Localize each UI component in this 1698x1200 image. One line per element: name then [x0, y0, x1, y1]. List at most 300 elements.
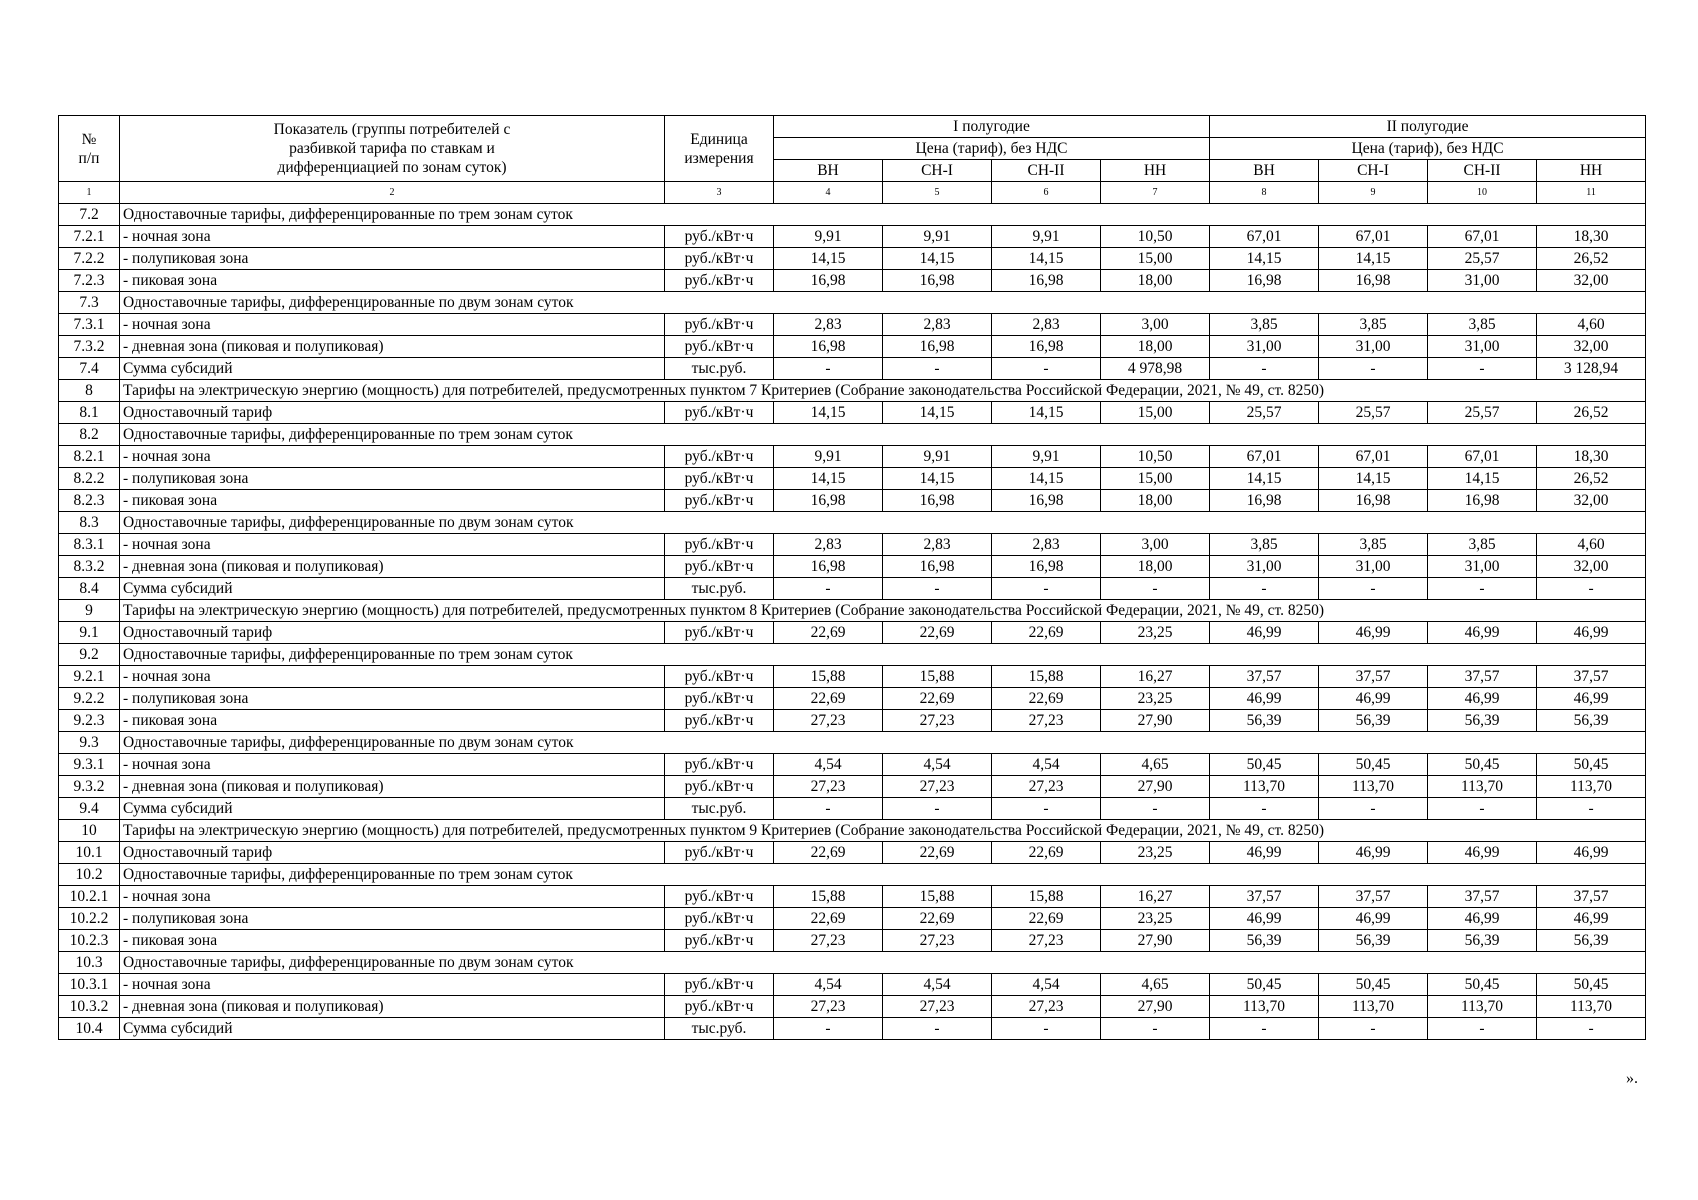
- tariff-value: 50,45: [1428, 754, 1537, 776]
- table-row: [59, 556, 1646, 578]
- tariff-value: 46,99: [1428, 688, 1537, 710]
- tariff-value: 3,85: [1428, 534, 1537, 556]
- row-number: 9.3: [59, 732, 120, 754]
- tariff-value: -: [992, 1018, 1101, 1040]
- row-number: 10.3.1: [59, 974, 120, 996]
- group-title: Одноставочные тарифы, дифференцированные по двум зонам суток: [120, 732, 1646, 754]
- tariff-value: -: [774, 578, 883, 600]
- tariff-value: 37,57: [1210, 886, 1319, 908]
- tariff-value: 113,70: [1319, 776, 1428, 798]
- tariff-value: 113,70: [1428, 996, 1537, 1018]
- tariff-value: 14,15: [883, 468, 992, 490]
- tariff-value: -: [774, 1018, 883, 1040]
- tariff-value: 22,69: [774, 842, 883, 864]
- tariff-value: 15,88: [774, 886, 883, 908]
- row-unit: руб./кВт·ч: [665, 930, 774, 952]
- tariff-value: -: [1210, 798, 1319, 820]
- tariff-value: 16,27: [1101, 886, 1210, 908]
- tariff-value: 14,15: [1210, 248, 1319, 270]
- table-row: [59, 776, 1646, 798]
- row-label: Одноставочный тариф: [120, 402, 665, 424]
- table-row: [59, 886, 1646, 908]
- tariff-value: 16,98: [774, 270, 883, 292]
- tariff-value: 15,00: [1101, 402, 1210, 424]
- tariff-value: 56,39: [1537, 930, 1646, 952]
- tariff-value: 3,85: [1428, 314, 1537, 336]
- row-number: 7.3: [59, 292, 120, 314]
- header-level: ВН: [1210, 160, 1319, 182]
- tariff-value: 113,70: [1537, 776, 1646, 798]
- tariff-value: 15,88: [883, 886, 992, 908]
- column-number: 10: [1428, 182, 1537, 204]
- tariff-value: -: [1319, 1018, 1428, 1040]
- tariff-value: 23,25: [1101, 842, 1210, 864]
- tariff-value: 113,70: [1537, 996, 1646, 1018]
- tariff-value: 16,98: [883, 270, 992, 292]
- tariff-value: 31,00: [1319, 556, 1428, 578]
- header-level: СН-II: [1428, 160, 1537, 182]
- tariff-value: 46,99: [1428, 622, 1537, 644]
- table-row: [59, 314, 1646, 336]
- tariff-value: 37,57: [1537, 886, 1646, 908]
- tariff-value: 67,01: [1210, 226, 1319, 248]
- tariff-value: 31,00: [1428, 270, 1537, 292]
- tariff-value: 50,45: [1210, 974, 1319, 996]
- table-row: [59, 270, 1646, 292]
- tariff-value: 27,23: [992, 996, 1101, 1018]
- tariff-value: 25,57: [1428, 402, 1537, 424]
- tariff-value: 4,65: [1101, 754, 1210, 776]
- row-number: 8.1: [59, 402, 120, 424]
- table-row: [59, 688, 1646, 710]
- tariff-value: 113,70: [1210, 776, 1319, 798]
- table-row: [59, 996, 1646, 1018]
- table-row: [59, 974, 1646, 996]
- tariff-value: -: [1210, 358, 1319, 380]
- row-number: 9: [59, 600, 120, 622]
- row-label: Сумма субсидий: [120, 798, 665, 820]
- tariff-value: -: [1537, 578, 1646, 600]
- tariff-value: 50,45: [1428, 974, 1537, 996]
- tariff-value: -: [883, 798, 992, 820]
- tariff-value: 15,88: [883, 666, 992, 688]
- tariff-value: 9,91: [992, 226, 1101, 248]
- table-row: [59, 710, 1646, 732]
- tariff-value: 22,69: [992, 908, 1101, 930]
- table-row: [59, 402, 1646, 424]
- row-label: - полупиковая зона: [120, 908, 665, 930]
- tariff-value: 14,15: [992, 402, 1101, 424]
- row-unit: руб./кВт·ч: [665, 556, 774, 578]
- column-number: 7: [1101, 182, 1210, 204]
- group-row: [59, 424, 1646, 446]
- section-title: Тарифы на электрическую энергию (мощность) для потребителей, предусмотренных пунктом 8 Критериев (Собрание законодательства Российской Федерации, 2021, № 49, ст. 8250): [120, 600, 1646, 622]
- tariff-value: 18,00: [1101, 336, 1210, 358]
- tariff-value: 4,54: [992, 974, 1101, 996]
- header-unit: Единица измерения: [665, 116, 774, 182]
- row-unit: тыс.руб.: [665, 578, 774, 600]
- row-number: 10.2.3: [59, 930, 120, 952]
- tariff-value: 4,54: [883, 974, 992, 996]
- tariff-value: 50,45: [1210, 754, 1319, 776]
- tariff-value: 2,83: [992, 534, 1101, 556]
- header-level: СН-I: [883, 160, 992, 182]
- row-unit: руб./кВт·ч: [665, 622, 774, 644]
- tariff-value: 113,70: [1319, 996, 1428, 1018]
- row-label: - пиковая зона: [120, 270, 665, 292]
- row-number: 7.2.3: [59, 270, 120, 292]
- group-row: [59, 204, 1646, 226]
- tariff-value: -: [1428, 798, 1537, 820]
- row-label: - пиковая зона: [120, 930, 665, 952]
- tariff-value: 31,00: [1428, 556, 1537, 578]
- row-number: 10.4: [59, 1018, 120, 1040]
- column-number: 2: [120, 182, 665, 204]
- tariff-value: 31,00: [1210, 556, 1319, 578]
- tariff-value: -: [1101, 578, 1210, 600]
- tariff-value: 31,00: [1210, 336, 1319, 358]
- tariff-value: -: [1210, 1018, 1319, 1040]
- row-label: - ночная зона: [120, 446, 665, 468]
- tariff-value: 46,99: [1537, 842, 1646, 864]
- tariff-value: 16,98: [774, 490, 883, 512]
- table-row: [59, 1018, 1646, 1040]
- tariff-value: 9,91: [883, 226, 992, 248]
- row-number: 9.2.1: [59, 666, 120, 688]
- group-title: Одноставочные тарифы, дифференцированные по трем зонам суток: [120, 864, 1646, 886]
- tariff-value: 46,99: [1537, 908, 1646, 930]
- tariff-value: 16,98: [774, 336, 883, 358]
- tariff-value: 16,98: [992, 490, 1101, 512]
- tariff-value: 37,57: [1428, 666, 1537, 688]
- tariff-value: 27,23: [992, 930, 1101, 952]
- row-unit: руб./кВт·ч: [665, 270, 774, 292]
- tariff-value: 25,57: [1319, 402, 1428, 424]
- tariff-value: 32,00: [1537, 336, 1646, 358]
- tariff-value: 4 978,98: [1101, 358, 1210, 380]
- row-unit: руб./кВт·ч: [665, 402, 774, 424]
- row-unit: руб./кВт·ч: [665, 490, 774, 512]
- row-number: 9.4: [59, 798, 120, 820]
- row-label: - ночная зона: [120, 754, 665, 776]
- tariff-value: 9,91: [992, 446, 1101, 468]
- tariff-value: 3,00: [1101, 534, 1210, 556]
- row-number: 10: [59, 820, 120, 842]
- row-number: 8: [59, 380, 120, 402]
- row-number: 10.2.2: [59, 908, 120, 930]
- tariff-value: 14,15: [1210, 468, 1319, 490]
- header-num: № п/п: [59, 116, 120, 182]
- tariff-value: 14,15: [774, 402, 883, 424]
- tariff-value: 16,98: [1319, 270, 1428, 292]
- table-row: [59, 248, 1646, 270]
- row-label: - дневная зона (пиковая и полупиковая): [120, 996, 665, 1018]
- group-row: [59, 952, 1646, 974]
- tariff-value: 25,57: [1428, 248, 1537, 270]
- tariff-value: 27,23: [992, 710, 1101, 732]
- table-row: [59, 534, 1646, 556]
- tariff-value: 16,98: [992, 270, 1101, 292]
- row-unit: руб./кВт·ч: [665, 336, 774, 358]
- row-number: 7.2: [59, 204, 120, 226]
- tariff-value: 14,15: [883, 402, 992, 424]
- tariff-value: 4,54: [774, 974, 883, 996]
- tariff-value: 14,15: [883, 248, 992, 270]
- group-row: [59, 512, 1646, 534]
- tariff-value: 2,83: [883, 314, 992, 336]
- table-row: [59, 358, 1646, 380]
- group-row: [59, 732, 1646, 754]
- header-indicator: Показатель (группы потребителей с разбивкой тарифа по ставкам и дифференциацией по зонам суток): [120, 116, 665, 182]
- tariff-value: -: [1319, 578, 1428, 600]
- tariff-value: 4,54: [992, 754, 1101, 776]
- tariff-value: 23,25: [1101, 622, 1210, 644]
- row-unit: руб./кВт·ч: [665, 710, 774, 732]
- row-label: - ночная зона: [120, 666, 665, 688]
- row-label: Одноставочный тариф: [120, 622, 665, 644]
- tariff-value: -: [1428, 578, 1537, 600]
- row-label: - ночная зона: [120, 886, 665, 908]
- column-number: 8: [1210, 182, 1319, 204]
- tariff-value: 26,52: [1537, 468, 1646, 490]
- tariff-value: 46,99: [1319, 622, 1428, 644]
- table-row: [59, 622, 1646, 644]
- tariff-value: 18,30: [1537, 226, 1646, 248]
- row-label: Одноставочный тариф: [120, 842, 665, 864]
- row-unit: руб./кВт·ч: [665, 842, 774, 864]
- row-number: 9.2.2: [59, 688, 120, 710]
- section-title: Тарифы на электрическую энергию (мощность) для потребителей, предусмотренных пунктом 9 Критериев (Собрание законодательства Российской Федерации, 2021, № 49, ст. 8250): [120, 820, 1646, 842]
- tariff-value: 50,45: [1319, 754, 1428, 776]
- row-number: 9.3.2: [59, 776, 120, 798]
- row-label: - ночная зона: [120, 534, 665, 556]
- table-row: [59, 468, 1646, 490]
- tariff-value: 46,99: [1210, 842, 1319, 864]
- header-level: СН-II: [992, 160, 1101, 182]
- tariff-value: 14,15: [992, 248, 1101, 270]
- tariff-value: 16,98: [883, 556, 992, 578]
- tariff-value: 46,99: [1428, 842, 1537, 864]
- row-unit: руб./кВт·ч: [665, 314, 774, 336]
- tariff-value: 18,00: [1101, 270, 1210, 292]
- group-title: Одноставочные тарифы, дифференцированные по двум зонам суток: [120, 292, 1646, 314]
- tariff-value: 22,69: [883, 908, 992, 930]
- table-row: [59, 908, 1646, 930]
- table-header: [59, 116, 1646, 204]
- tariff-value: 10,50: [1101, 226, 1210, 248]
- row-label: Сумма субсидий: [120, 358, 665, 380]
- header-price-half2: Цена (тариф), без НДС: [1210, 138, 1646, 160]
- tariff-value: -: [774, 358, 883, 380]
- closing-mark: ».: [1626, 1070, 1638, 1087]
- table-body: [59, 204, 1646, 1040]
- tariff-value: 18,00: [1101, 490, 1210, 512]
- tariff-value: 14,15: [1428, 468, 1537, 490]
- tariff-value: 10,50: [1101, 446, 1210, 468]
- tariff-value: 23,25: [1101, 908, 1210, 930]
- tariff-value: 26,52: [1537, 248, 1646, 270]
- tariff-value: 16,98: [883, 490, 992, 512]
- tariff-value: 46,99: [1537, 622, 1646, 644]
- tariff-value: 2,83: [774, 314, 883, 336]
- tariff-value: 56,39: [1319, 710, 1428, 732]
- tariff-value: 46,99: [1319, 688, 1428, 710]
- header-half1: I полугодие: [774, 116, 1210, 138]
- tariff-value: 37,57: [1428, 886, 1537, 908]
- tariff-value: 46,99: [1319, 842, 1428, 864]
- tariff-value: 16,98: [1319, 490, 1428, 512]
- tariff-value: 27,90: [1101, 776, 1210, 798]
- tariff-value: 50,45: [1319, 974, 1428, 996]
- tariff-value: 56,39: [1428, 930, 1537, 952]
- row-number: 8.3.1: [59, 534, 120, 556]
- row-unit: тыс.руб.: [665, 798, 774, 820]
- tariff-value: 37,57: [1319, 666, 1428, 688]
- tariff-value: 14,15: [992, 468, 1101, 490]
- tariff-value: 14,15: [1319, 248, 1428, 270]
- tariff-value: 3,00: [1101, 314, 1210, 336]
- tariff-value: 113,70: [1210, 996, 1319, 1018]
- row-number: 9.1: [59, 622, 120, 644]
- row-label: - дневная зона (пиковая и полупиковая): [120, 556, 665, 578]
- tariff-value: -: [1101, 798, 1210, 820]
- tariff-value: 23,25: [1101, 688, 1210, 710]
- tariff-value: 16,98: [992, 556, 1101, 578]
- row-unit: руб./кВт·ч: [665, 446, 774, 468]
- group-title: Одноставочные тарифы, дифференцированные по двум зонам суток: [120, 952, 1646, 974]
- tariff-value: -: [883, 358, 992, 380]
- tariff-value: 22,69: [992, 842, 1101, 864]
- tariff-value: 16,98: [992, 336, 1101, 358]
- row-unit: руб./кВт·ч: [665, 754, 774, 776]
- tariff-value: 2,83: [992, 314, 1101, 336]
- header-level: НН: [1537, 160, 1646, 182]
- tariff-value: 15,88: [992, 886, 1101, 908]
- tariff-value: 16,98: [1428, 490, 1537, 512]
- tariff-value: 16,98: [1210, 490, 1319, 512]
- tariff-value: -: [1210, 578, 1319, 600]
- row-label: - пиковая зона: [120, 710, 665, 732]
- tariff-value: -: [992, 358, 1101, 380]
- tariff-value: 27,23: [774, 996, 883, 1018]
- tariff-value: 46,99: [1210, 622, 1319, 644]
- tariff-value: 4,60: [1537, 314, 1646, 336]
- row-unit: руб./кВт·ч: [665, 666, 774, 688]
- tariff-value: 46,99: [1537, 688, 1646, 710]
- table-row: [59, 446, 1646, 468]
- tariff-value: 2,83: [774, 534, 883, 556]
- tariff-value: -: [1428, 1018, 1537, 1040]
- table-row: [59, 336, 1646, 358]
- tariff-value: 16,27: [1101, 666, 1210, 688]
- row-number: 7.4: [59, 358, 120, 380]
- tariff-value: 32,00: [1537, 490, 1646, 512]
- tariff-value: 27,23: [883, 776, 992, 798]
- tariff-value: 27,23: [883, 930, 992, 952]
- row-number: 8.2: [59, 424, 120, 446]
- row-label: - ночная зона: [120, 226, 665, 248]
- tariff-value: -: [883, 578, 992, 600]
- section-row: [59, 380, 1646, 402]
- row-number: 10.3: [59, 952, 120, 974]
- tariff-value: 15,88: [774, 666, 883, 688]
- tariff-value: 22,69: [883, 688, 992, 710]
- tariff-value: -: [1537, 1018, 1646, 1040]
- row-number: 8.3.2: [59, 556, 120, 578]
- tariff-value: 50,45: [1537, 754, 1646, 776]
- tariff-value: 15,88: [992, 666, 1101, 688]
- tariff-value: 18,00: [1101, 556, 1210, 578]
- group-title: Одноставочные тарифы, дифференцированные по трем зонам суток: [120, 204, 1646, 226]
- row-number: 8.2.2: [59, 468, 120, 490]
- row-label: - полупиковая зона: [120, 468, 665, 490]
- tariff-value: 27,23: [774, 930, 883, 952]
- group-row: [59, 292, 1646, 314]
- tariff-value: 50,45: [1537, 974, 1646, 996]
- column-number: 5: [883, 182, 992, 204]
- column-number: 9: [1319, 182, 1428, 204]
- row-label: - полупиковая зона: [120, 688, 665, 710]
- tariff-value: 46,99: [1319, 908, 1428, 930]
- row-number: 7.2.1: [59, 226, 120, 248]
- tariff-value: 14,15: [774, 468, 883, 490]
- table-row: [59, 666, 1646, 688]
- tariff-value: 9,91: [774, 226, 883, 248]
- tariff-value: 27,90: [1101, 930, 1210, 952]
- header-level: СН-I: [1319, 160, 1428, 182]
- row-label: Сумма субсидий: [120, 578, 665, 600]
- row-unit: руб./кВт·ч: [665, 974, 774, 996]
- section-row: [59, 600, 1646, 622]
- tariff-value: 56,39: [1428, 710, 1537, 732]
- group-row: [59, 864, 1646, 886]
- column-number: 4: [774, 182, 883, 204]
- row-label: Сумма субсидий: [120, 1018, 665, 1040]
- tariff-value: -: [992, 578, 1101, 600]
- tariff-value: 56,39: [1210, 930, 1319, 952]
- tariff-value: -: [774, 798, 883, 820]
- row-unit: руб./кВт·ч: [665, 688, 774, 710]
- tariff-value: 67,01: [1428, 226, 1537, 248]
- tariff-value: 22,69: [883, 622, 992, 644]
- tariff-value: 31,00: [1428, 336, 1537, 358]
- header-price-half1: Цена (тариф), без НДС: [774, 138, 1210, 160]
- tariff-value: 26,52: [1537, 402, 1646, 424]
- tariff-value: 67,01: [1319, 446, 1428, 468]
- tariff-table: [58, 115, 1646, 1040]
- tariff-value: 56,39: [1537, 710, 1646, 732]
- tariff-value: -: [1319, 798, 1428, 820]
- tariff-value: -: [992, 798, 1101, 820]
- row-number: 10.1: [59, 842, 120, 864]
- row-unit: руб./кВт·ч: [665, 468, 774, 490]
- row-number: 8.2.3: [59, 490, 120, 512]
- row-label: - ночная зона: [120, 314, 665, 336]
- row-unit: тыс.руб.: [665, 358, 774, 380]
- tariff-value: 9,91: [774, 446, 883, 468]
- tariff-value: 22,69: [774, 688, 883, 710]
- row-number: 7.3.2: [59, 336, 120, 358]
- header-half2: II полугодие: [1210, 116, 1646, 138]
- tariff-value: 22,69: [774, 908, 883, 930]
- tariff-value: 37,57: [1210, 666, 1319, 688]
- tariff-value: 56,39: [1210, 710, 1319, 732]
- row-label: - дневная зона (пиковая и полупиковая): [120, 336, 665, 358]
- tariff-value: 4,54: [774, 754, 883, 776]
- tariff-value: 3,85: [1319, 314, 1428, 336]
- table-row: [59, 490, 1646, 512]
- row-number: 8.2.1: [59, 446, 120, 468]
